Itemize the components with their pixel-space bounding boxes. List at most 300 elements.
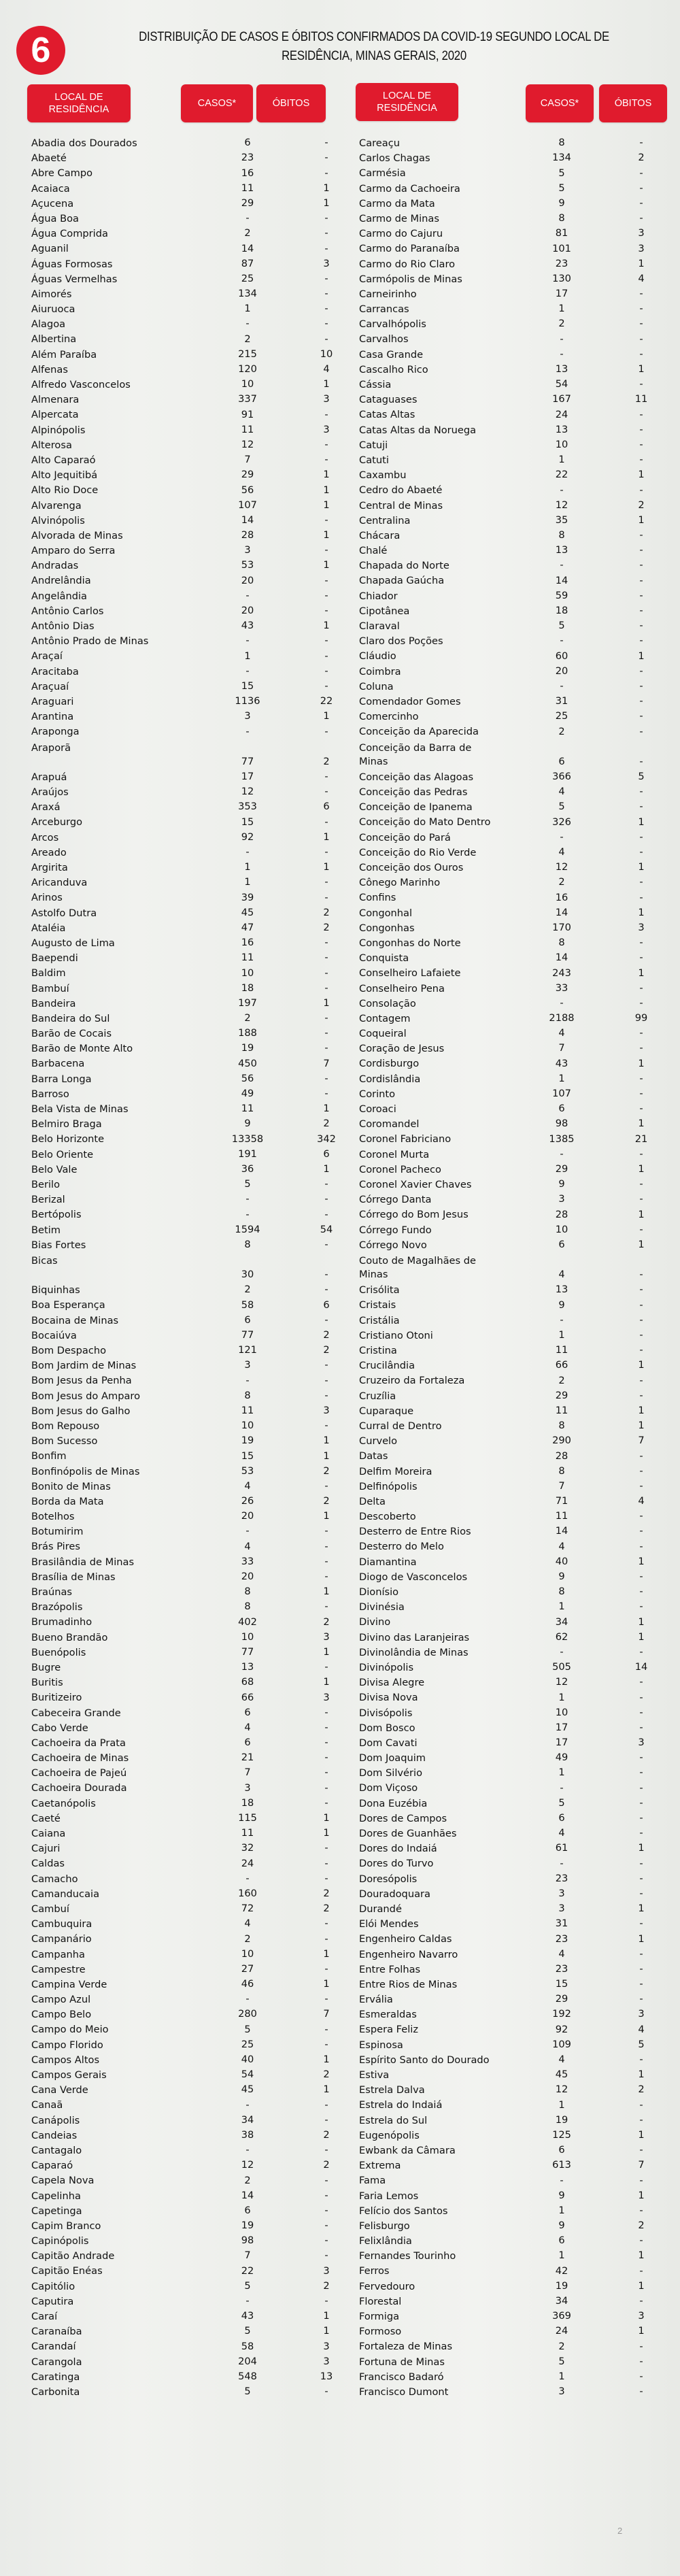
municipality-name: Arantina: [31, 711, 74, 723]
deaths-value: 1: [323, 2054, 330, 2066]
table-row: [31, 227, 337, 241]
table-row: [31, 1539, 337, 1554]
deaths-value: -: [639, 2174, 643, 2186]
cases-value: 326: [552, 816, 571, 828]
table-row: [359, 800, 672, 815]
cases-value: -: [245, 318, 250, 330]
municipality-name: Buenópolis: [31, 1646, 86, 1658]
municipality-name: Confins: [359, 892, 396, 904]
municipality-name: Dores do Turvo: [359, 1858, 434, 1870]
deaths-value: 5: [638, 771, 645, 783]
cases-value: 12: [241, 438, 254, 450]
deaths-value: -: [639, 937, 643, 949]
table-row: [31, 695, 337, 709]
deaths-value: -: [639, 438, 643, 450]
table-row: [31, 558, 337, 573]
deaths-value: -: [639, 1299, 643, 1311]
cases-value: 53: [241, 559, 254, 571]
table-row: [31, 1645, 337, 1660]
municipality-name: Cataguases: [359, 394, 418, 406]
table-row: [359, 1373, 672, 1388]
cases-value: -: [560, 2174, 564, 2186]
municipality-name: Caiana: [31, 1828, 66, 1840]
municipality-name: Buritizeiro: [31, 1692, 82, 1704]
cases-value: 337: [238, 393, 257, 405]
cases-value: 8: [558, 1420, 565, 1432]
table-row: [359, 2385, 672, 2400]
municipality-name: Aimorés: [31, 288, 72, 300]
municipality-name: Cláudio: [359, 650, 396, 663]
deaths-value: -: [324, 1193, 328, 1205]
deaths-value: -: [324, 438, 328, 450]
municipality-name: Argirita: [31, 862, 68, 874]
table-row: [359, 875, 672, 890]
cases-value: 107: [552, 1088, 571, 1100]
municipality-name: Cônego Marinho: [359, 877, 441, 889]
cases-value: 33: [555, 982, 568, 994]
municipality-name: Desterro de Entre Rios: [359, 1526, 471, 1538]
cases-value: 14: [555, 574, 568, 586]
municipality-name: Campos Gerais: [31, 2069, 107, 2081]
table-row: [359, 1721, 672, 1736]
cases-value: -: [245, 635, 250, 647]
table-row: [31, 619, 337, 634]
municipality-name: Água Boa: [31, 212, 79, 224]
table-row: [31, 649, 337, 664]
table-row: [359, 514, 672, 529]
municipality-name: Desterro do Melo: [359, 1541, 444, 1553]
deaths-value: -: [324, 1178, 328, 1190]
cases-value: 2: [244, 1933, 251, 1945]
cases-value: 1: [558, 1767, 565, 1779]
deaths-value: -: [639, 635, 643, 647]
deaths-value: -: [639, 2054, 643, 2066]
municipality-name: Bonfinópolis de Minas: [31, 1465, 140, 1477]
municipality-name: Araporã: [31, 741, 71, 754]
deaths-value: 10: [320, 348, 333, 360]
table-row: [31, 1373, 337, 1388]
municipality-name: Alpercata: [31, 409, 79, 421]
table-row: [359, 1630, 672, 1645]
municipality-name: Espera Feliz: [359, 2024, 418, 2036]
cases-value: 22: [241, 2264, 254, 2277]
municipality-name: Bandeira: [31, 997, 76, 1009]
deaths-value: 1: [323, 997, 330, 1009]
municipality-name: Diogo de Vasconcelos: [359, 1571, 468, 1583]
table-row: [31, 1675, 337, 1690]
cases-value: 42: [555, 2264, 568, 2277]
table-row: [31, 1072, 337, 1087]
table-row: [359, 1796, 672, 1811]
cases-value: 32: [241, 1842, 254, 1854]
municipality-name: Conceição do Mato Dentro: [359, 816, 491, 829]
table-row: [359, 558, 672, 573]
table-row: [31, 1314, 337, 1328]
table-row: [31, 1343, 337, 1358]
table-row: [31, 1872, 337, 1887]
municipality-name: Cabeceira Grande: [31, 1707, 121, 1719]
table-row: [31, 1585, 337, 1600]
deaths-value: 1: [638, 514, 645, 526]
municipality-name: Ferros: [359, 2265, 390, 2277]
deaths-value: 2: [323, 2069, 330, 2081]
table-row: [31, 982, 337, 997]
table-row: [31, 1630, 337, 1645]
table-row: [359, 2264, 672, 2279]
table-row: [359, 1600, 672, 1615]
municipality-name: Campina Verde: [31, 1978, 107, 1990]
cases-value: 18: [241, 982, 254, 994]
deaths-value: -: [324, 665, 328, 677]
table-row: [31, 453, 337, 468]
deaths-value: -: [639, 454, 643, 466]
cases-value: 6: [244, 2204, 251, 2216]
table-row: [31, 1494, 337, 1509]
table-row: [359, 378, 672, 392]
cases-value: 7: [244, 2249, 251, 2262]
cases-value: 9: [558, 197, 565, 209]
table-row: [359, 1494, 672, 1509]
municipality-name: Estrela do Sul: [359, 2114, 428, 2126]
municipality-name: Cabo Verde: [31, 1722, 88, 1734]
deaths-value: 1: [638, 2279, 645, 2292]
table-row: [31, 1811, 337, 1826]
deaths-value: -: [639, 1479, 643, 1492]
deaths-value: 2: [638, 499, 645, 511]
cases-value: 2: [244, 333, 251, 345]
deaths-value: -: [639, 2355, 643, 2367]
municipality-name: Florestal: [359, 2295, 402, 2307]
deaths-value: -: [324, 212, 328, 224]
deaths-value: -: [324, 876, 328, 888]
deaths-value: -: [324, 725, 328, 737]
municipality-name: Alto Rio Doce: [31, 484, 99, 497]
municipality-name: Coronel Fabriciano: [359, 1133, 452, 1145]
table-row: [31, 2068, 337, 2083]
municipality-name: Cristália: [359, 1314, 400, 1326]
deaths-value: 2: [323, 1465, 330, 1477]
deaths-value: 1: [638, 1359, 645, 1371]
table-row: [359, 1434, 672, 1449]
deaths-value: -: [639, 182, 643, 194]
table-row: [31, 543, 337, 558]
municipality-name: Esmeraldas: [359, 2009, 417, 2021]
cases-value: 53: [241, 1465, 254, 1477]
table-row: [31, 846, 337, 860]
municipality-name: Campo Azul: [31, 1994, 91, 2006]
table-row: [359, 1947, 672, 1962]
municipality-name: Dom Silvério: [359, 1767, 422, 1779]
deaths-value: 1: [638, 1616, 645, 1628]
table-row: [359, 499, 672, 514]
table-row: [359, 589, 672, 604]
table-row: [31, 589, 337, 604]
deaths-value: -: [324, 454, 328, 466]
cases-value: -: [245, 589, 250, 601]
municipality-name: Doresópolis: [359, 1873, 418, 1885]
table-row: [31, 2219, 337, 2234]
cases-value: 6: [558, 755, 565, 767]
cases-value: 6: [558, 1103, 565, 1115]
cases-value: 15: [241, 816, 254, 828]
cases-value: 40: [241, 2054, 254, 2066]
table-row: [359, 2355, 672, 2370]
table-row: [359, 1841, 672, 1856]
table-row: [31, 378, 337, 392]
table-row: [31, 997, 337, 1011]
municipality-name: Bela Vista de Minas: [31, 1103, 129, 1116]
table-row: [359, 2007, 672, 2022]
table-row: [359, 1102, 672, 1117]
table-row: [359, 921, 672, 936]
table-row: [359, 770, 672, 785]
table-row: [359, 2158, 672, 2173]
cases-value: 20: [241, 1510, 254, 1522]
municipality-name: Carvalhos: [359, 333, 409, 346]
deaths-value: 4: [323, 363, 330, 375]
table-row: [359, 936, 672, 951]
municipality-name: Ewbank da Câmara: [359, 2144, 456, 2156]
cases-value: -: [245, 1208, 250, 1220]
cases-value: 1: [558, 2370, 565, 2382]
table-row: [31, 1509, 337, 1524]
municipality-name: Belo Horizonte: [31, 1133, 105, 1145]
municipality-name: Belo Vale: [31, 1163, 78, 1175]
municipality-name: Cristina: [359, 1345, 397, 1357]
table-row: [31, 951, 337, 966]
table-row: [31, 1207, 337, 1222]
cases-value: 243: [552, 967, 571, 979]
municipality-name: Carmo do Paranaíba: [359, 243, 460, 255]
deaths-value: -: [639, 1314, 643, 1326]
deaths-value: -: [324, 2174, 328, 2186]
table-row: [359, 2083, 672, 2098]
deaths-value: -: [324, 272, 328, 284]
cases-value: 1: [244, 303, 251, 315]
deaths-value: 1: [638, 1162, 645, 1175]
cases-value: 215: [238, 348, 257, 360]
deaths-value: -: [639, 1178, 643, 1190]
municipality-name: Barroso: [31, 1088, 69, 1100]
cases-value: -: [560, 1857, 564, 1869]
table-row: [359, 1706, 672, 1721]
deaths-value: -: [324, 408, 328, 420]
table-row: [359, 302, 672, 317]
municipality-name: Espírito Santo do Dourado: [359, 2054, 490, 2066]
table-row: [359, 241, 672, 256]
cases-value: 24: [555, 408, 568, 420]
table-row: [31, 1465, 337, 1479]
table-row: [31, 2385, 337, 2400]
municipality-name: Campanário: [31, 1933, 92, 1945]
municipality-name: Carmo da Cachoeira: [359, 182, 460, 195]
deaths-value: -: [639, 544, 643, 556]
cases-value: 29: [555, 1389, 568, 1401]
table-row: [31, 1358, 337, 1373]
cases-value: 29: [555, 1993, 568, 2005]
cases-value: 6: [244, 1314, 251, 1326]
deaths-value: 1: [638, 2249, 645, 2262]
table-row: [359, 332, 672, 347]
cases-value: 2: [558, 2340, 565, 2352]
table-row: [31, 665, 337, 680]
cases-value: 13: [555, 363, 568, 375]
cases-value: 13: [241, 1661, 254, 1673]
cases-value: 16: [555, 891, 568, 903]
deaths-value: 3: [638, 242, 645, 254]
table-row: [359, 1072, 672, 1087]
deaths-value: -: [639, 1374, 643, 1386]
municipality-name: Biquinhas: [31, 1284, 80, 1297]
deaths-value: -: [324, 1238, 328, 1250]
deaths-value: 1: [323, 831, 330, 843]
deaths-value: 2: [323, 906, 330, 918]
table-row: [359, 951, 672, 966]
cases-value: 10: [241, 967, 254, 979]
table-row: [359, 1328, 672, 1343]
municipality-name: Alterosa: [31, 439, 72, 451]
deaths-value: -: [324, 1706, 328, 1718]
cases-value: 548: [238, 2370, 257, 2382]
table-row: [359, 619, 672, 634]
cases-value: 54: [555, 378, 568, 390]
municipality-name: Brazópolis: [31, 1601, 83, 1613]
table-row: [359, 1675, 672, 1690]
municipality-name: Curral de Dentro: [359, 1420, 442, 1432]
municipality-name: Chiador: [359, 590, 398, 602]
cases-value: 12: [555, 499, 568, 511]
deaths-value: -: [639, 1827, 643, 1839]
deaths-value: 1: [638, 2069, 645, 2081]
table-row: [359, 1992, 672, 2007]
cases-value: 2: [244, 1012, 251, 1024]
deaths-value: 1: [323, 1812, 330, 1824]
cases-value: 10: [241, 1630, 254, 1643]
deaths-value: 2: [323, 1495, 330, 1507]
table-row: [31, 1796, 337, 1811]
municipality-name: Estrela do Indaiá: [359, 2099, 443, 2111]
deaths-value: -: [639, 725, 643, 737]
cases-value: 14: [241, 242, 254, 254]
cases-value: 8: [558, 137, 565, 149]
cases-value: 20: [241, 605, 254, 616]
deaths-value: 1: [638, 967, 645, 979]
table-row: [359, 604, 672, 619]
municipality-name: Caputira: [31, 2295, 74, 2307]
table-row: [359, 724, 672, 739]
deaths-value: 2: [323, 755, 330, 767]
municipality-name: Capitólio: [31, 2280, 75, 2292]
table-row: [31, 680, 337, 695]
municipality-name: Cachoeira Dourada: [31, 1782, 127, 1794]
deaths-value: -: [324, 2220, 328, 2232]
cases-value: 8: [558, 1465, 565, 1477]
table-row: [31, 257, 337, 272]
deaths-value: 1: [323, 1676, 330, 1688]
table-row: [31, 785, 337, 800]
cases-value: 56: [241, 484, 254, 496]
municipality-name: Astolfo Dutra: [31, 907, 97, 919]
table-row: [359, 212, 672, 227]
deaths-value: 1: [323, 469, 330, 481]
municipality-name: Conceição do Pará: [359, 831, 451, 843]
table-row: [31, 302, 337, 317]
cases-value: 59: [555, 589, 568, 601]
table-row: [31, 2022, 337, 2037]
cases-value: 22: [555, 469, 568, 481]
deaths-value: -: [639, 1767, 643, 1779]
table-row: [359, 740, 672, 770]
deaths-value: -: [639, 1872, 643, 1884]
table-row: [31, 831, 337, 846]
municipality-name: Araxá: [31, 801, 61, 814]
municipality-name: Engenheiro Navarro: [359, 1948, 458, 1960]
deaths-value: 1: [323, 861, 330, 873]
deaths-value: 2: [323, 1616, 330, 1628]
cases-value: -: [560, 484, 564, 496]
cases-value: 191: [238, 1148, 257, 1160]
deaths-value: -: [639, 212, 643, 224]
cases-value: 72: [241, 1903, 254, 1915]
cases-value: 1: [244, 650, 251, 662]
municipality-name: Felixlândia: [359, 2235, 412, 2247]
header-casos-left: CASOS*: [181, 84, 253, 122]
cases-value: 6: [244, 1737, 251, 1749]
table-row: [31, 2098, 337, 2113]
municipality-name: Coqueiral: [359, 1028, 407, 1040]
municipality-name: Baependi: [31, 952, 78, 965]
cases-value: 4: [244, 1479, 251, 1492]
deaths-value: 2: [323, 1903, 330, 1915]
deaths-value: -: [324, 589, 328, 601]
deaths-value: 1: [323, 2310, 330, 2322]
cases-value: 17: [241, 771, 254, 783]
table-row: [359, 543, 672, 558]
municipality-name: Amparo do Serra: [31, 545, 116, 557]
cases-value: 61: [555, 1842, 568, 1854]
table-row: [359, 2249, 672, 2264]
cases-value: 2: [244, 1284, 251, 1296]
municipality-name: Araçuaí: [31, 680, 69, 692]
municipality-name: Barão de Cocais: [31, 1028, 112, 1040]
municipality-name: Cedro do Abaeté: [359, 484, 443, 497]
municipality-name: Araguari: [31, 695, 74, 707]
municipality-name: Divino das Laranjeiras: [359, 1631, 470, 1643]
deaths-value: 1: [638, 257, 645, 269]
table-row: [31, 363, 337, 378]
municipality-name: Barbacena: [31, 1058, 85, 1070]
municipality-name: Conselheiro Pena: [359, 982, 445, 994]
deaths-value: 1: [638, 1903, 645, 1915]
table-row: [31, 1087, 337, 1102]
table-row: [359, 2022, 672, 2037]
cases-value: -: [560, 559, 564, 571]
deaths-value: -: [639, 1691, 643, 1703]
deaths-value: -: [324, 1555, 328, 1567]
deaths-value: -: [639, 333, 643, 345]
cases-value: 23: [555, 1962, 568, 1975]
cases-value: -: [560, 1645, 564, 1658]
cases-value: 3: [244, 1359, 251, 1371]
table-row: [359, 860, 672, 875]
deaths-value: -: [639, 559, 643, 571]
deaths-value: -: [639, 952, 643, 964]
municipality-name: Divisópolis: [359, 1707, 413, 1719]
deaths-value: -: [639, 1072, 643, 1084]
table-row: [359, 2294, 672, 2309]
table-row: [31, 1766, 337, 1781]
table-row: [359, 1917, 672, 1932]
